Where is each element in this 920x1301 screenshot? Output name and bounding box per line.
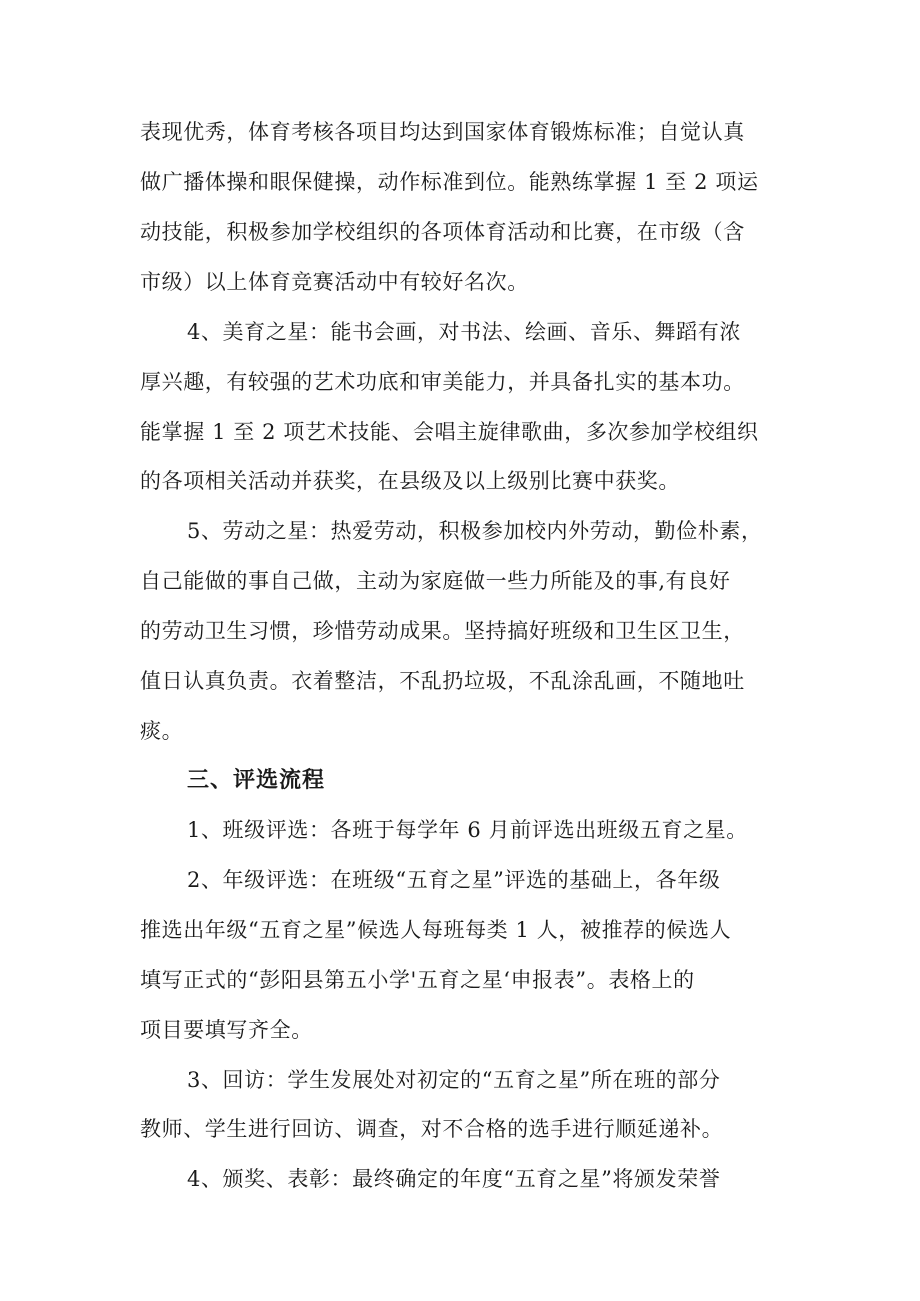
body-line: 推选出年级“五育之星”候选人每班每类 1 人，被推荐的候选人	[140, 918, 732, 942]
paragraph-first-line: 3、回访：学生发展处对初定的“五育之星”所在班的部分	[187, 1068, 721, 1092]
body-line: 项目要填写齐全。	[140, 1018, 313, 1042]
body-line: 的劳动卫生习惯，珍惜劳动成果。坚持搞好班级和卫生区卫生，	[140, 619, 745, 643]
body-line: 能掌握 1 至 2 项艺术技能、会唱主旋律歌曲，多次参加学校组织	[140, 420, 759, 444]
body-line: 填写正式的“彭阳县第五小学'五育之星‘申报表”。表格上的	[140, 968, 695, 992]
body-line: 厚兴趣，有较强的艺术功底和审美能力，并具备扎实的基本功。	[140, 370, 745, 394]
body-line: 表现优秀，体育考核各项目均达到国家体育锻炼标准；自觉认真	[140, 120, 745, 144]
body-line: 自己能做的事自己做，主动为家庭做一些力所能及的事,有良好	[140, 569, 731, 593]
paragraph-first-line: 4、颁奖、表彰：最终确定的年度“五育之星”将颁发荣誉	[187, 1167, 721, 1191]
paragraph-first-line: 4、美育之星：能书会画，对书法、绘画、音乐、舞蹈有浓	[187, 320, 741, 344]
paragraph-first-line: 5、劳动之星：热爱劳动，积极参加校内外劳动，勤俭朴素，	[187, 519, 763, 543]
paragraph-first-line: 2、年级评选：在班级“五育之星”评选的基础上，各年级	[187, 868, 721, 892]
paragraph-first-line: 1、班级评选：各班于每学年 6 月前评选出班级五育之星。	[187, 818, 748, 842]
body-line: 做广播体操和眼保健操，动作标准到位。能熟练掌握 1 至 2 项运	[140, 170, 759, 194]
body-line: 值日认真负责。衣着整洁，不乱扔垃圾，不乱涂乱画，不随地吐	[140, 669, 745, 693]
body-line: 动技能，积极参加学校组织的各项体育活动和比赛，在市级（含	[140, 220, 745, 244]
body-line: 痰。	[140, 719, 184, 743]
body-line: 市级）以上体育竞赛活动中有较好名次。	[140, 270, 529, 294]
section-heading: 三、评选流程	[187, 768, 326, 793]
body-line: 教师、学生进行回访、调查，对不合格的选手进行顺延递补。	[140, 1117, 724, 1141]
body-line: 的各项相关活动并获奖，在县级及以上级别比赛中获奖。	[140, 469, 680, 493]
